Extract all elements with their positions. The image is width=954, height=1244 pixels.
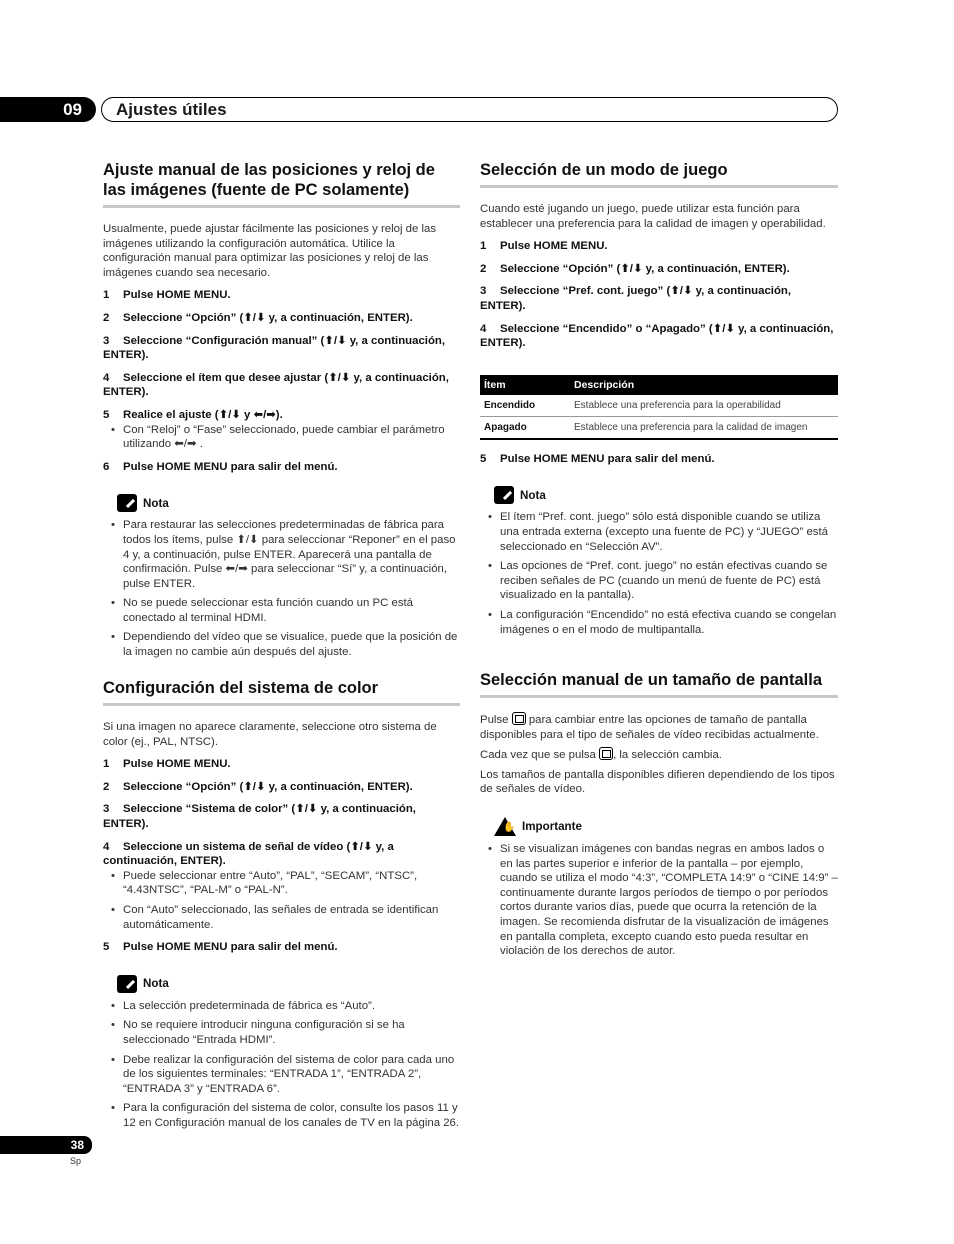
list-item: • Debe realizar la configuración del sistema de color para cada uno de los siguientes terminales: “ENTRADA 1”, “ENTRADA 2”, “ENTRADA 3” y “ENTRADA 6”.	[111, 1053, 455, 1095]
list-item: • La configuración “Encendido” no está efectiva cuando se congelan imágenes o en el modo de multipantalla.	[488, 608, 837, 636]
note-list	[103, 999, 460, 1131]
note-heading: Nota	[117, 494, 460, 512]
step: 4 Seleccione “Encendido” o “Apagado” (⬆/⬇ y, a continuación, ENTER).	[480, 322, 834, 350]
list-item: • Con “Auto” seleccionado, las señales de entrada se identifican automáticamente.	[111, 903, 439, 931]
chapter-title: Ajustes útiles	[101, 97, 838, 122]
intro-text: Si una imagen no aparece claramente, seleccione otro sistema de color (ej., PAL, NTSC).	[103, 721, 437, 748]
table-header-row	[480, 375, 838, 395]
warning-hand-icon: ✋	[494, 817, 516, 836]
bullet-list	[103, 423, 460, 452]
list-item: • La selección predeterminada de fábrica es “Auto”.	[111, 999, 376, 1012]
list-item: • Las opciones de “Pref. cont. juego” no están efectivas cuando se reciben señales de PC (cuando un menú de fuente de PC) está visualizado en la pantalla).	[488, 560, 828, 602]
list-item: • Para la configuración del sistema de color, consulte los pasos 11 y 12 en Configuración manual de los canales de TV en la página 26.	[111, 1102, 460, 1129]
list-item: • Puede seleccionar entre “Auto”, “PAL”, “SECAM”, “NTSC”, “4.43NTSC”, “PAL-M” o “PAL-N”.	[111, 869, 418, 897]
step: 3 Seleccione “Pref. cont. juego” (⬆/⬇ y, a continuación, ENTER).	[480, 285, 792, 312]
pencil-note-icon	[494, 486, 514, 504]
step: 1 Pulse HOME MENU.	[480, 240, 608, 253]
step: 3 Seleccione “Configuración manual” (⬆/⬇ y, a continuación, ENTER).	[103, 334, 446, 362]
table-header: Descripción	[570, 375, 838, 395]
step: 4 Seleccione un sistema de señal de vídeo (⬆/⬇ y, a continuación, ENTER).	[103, 840, 394, 868]
step: 5 Pulse HOME MENU para salir del menú.	[103, 941, 338, 954]
intro-text: Usualmente, puede ajustar fácilmente las posiciones y reloj de las imágenes utilizando la configuración automática. Utilice la configuración manual para optimizar las posiciones y reloj de las imágenes cuando sea necesario.	[103, 223, 437, 279]
section-pc-adjust	[103, 160, 460, 660]
intro-text: Pulse para cambiar entre las opciones de tamaño de pantalla disponibles para el tipo de señales de vídeo recibidas actualmente.	[480, 714, 819, 741]
table-row	[480, 416, 838, 439]
section-title: Selección de un modo de juego	[480, 160, 838, 188]
table-row	[480, 395, 838, 417]
step: 3 Seleccione “Sistema de color” (⬆/⬇ y, a continuación, ENTER).	[103, 803, 416, 830]
table-cell: Apagado	[480, 416, 570, 439]
section-title: Ajuste manual de las posiciones y reloj de las imágenes (fuente de PC solamente)	[103, 160, 460, 208]
step: 1 Pulse HOME MENU.	[103, 758, 231, 771]
step: 5 Pulse HOME MENU para salir del menú.	[480, 452, 715, 465]
screen-size-button-icon	[599, 747, 613, 760]
important-heading: ✋ Importante	[494, 817, 838, 836]
body-text: Cada vez que se pulsa , la selección cambia.	[480, 749, 722, 762]
section-title: Configuración del sistema de color	[103, 678, 460, 706]
list-item: • Para restaurar las selecciones predeterminadas de fábrica para todos los ítems, pulse ⬆/⬇ para seleccionar “Reponer” en el paso 4 y, a continuación, pulse ENTER. Aparecerá una pantalla de confirmación. Pulse ⬅/➡ para seleccionar “Sí” y, a continuación, pulse ENTER.	[111, 519, 456, 590]
table-cell: Encendido	[480, 395, 570, 417]
section-screen-size	[480, 670, 838, 959]
note-list	[103, 518, 460, 659]
important-list	[480, 842, 838, 959]
bullet-list	[103, 869, 460, 932]
step: 2 Seleccione “Opción” (⬆/⬇ y, a continuación, ENTER).	[103, 780, 413, 793]
page-number: 38	[0, 1136, 92, 1154]
section-title: Selección manual de un tamaño de pantalla	[480, 670, 838, 698]
note-heading: Nota	[494, 486, 838, 504]
table-header: Ítem	[480, 375, 570, 395]
table-cell: Establece una preferencia para la calidad de imagen	[570, 416, 838, 439]
pencil-note-icon	[117, 975, 137, 993]
screen-size-button-icon	[512, 712, 526, 725]
list-item: • No se requiere introducir ninguna configuración si se ha seleccionado “Entrada HDMI”.	[111, 1019, 405, 1046]
list-item: • No se puede seleccionar esta función cuando un PC está conectado al terminal HDMI.	[111, 597, 414, 624]
section-game-mode	[480, 160, 838, 637]
table-cell: Establece una preferencia para la operabilidad	[570, 395, 838, 417]
intro-text: Cuando esté jugando un juego, puede utilizar esta función para establecer una preferencia para la calidad de imagen y operabilidad.	[480, 203, 826, 230]
note-list	[480, 510, 838, 637]
chapter-number: 09	[0, 97, 96, 122]
step: 2 Seleccione “Opción” (⬆/⬇ y, a continuación, ENTER).	[103, 311, 413, 324]
step: 2 Seleccione “Opción” (⬆/⬇ y, a continuación, ENTER).	[480, 262, 790, 275]
section-color-system	[103, 678, 460, 1130]
list-item: • Con “Reloj” o “Fase” seleccionado, puede cambiar el parámetro utilizando ⬅/➡ .	[111, 423, 445, 451]
step: 6 Pulse HOME MENU para salir del menú.	[103, 460, 338, 473]
page-language: Sp	[70, 1156, 82, 1166]
step: 5 Realice el ajuste (⬆/⬇ y ⬅/➡).	[103, 408, 283, 421]
body-text: Los tamaños de pantalla disponibles difieren dependiendo de los tipos de señales de vídeo.	[480, 768, 835, 796]
step: 1 Pulse HOME MENU.	[103, 289, 231, 302]
options-table	[480, 375, 838, 440]
note-heading: Nota	[117, 975, 460, 993]
pencil-note-icon	[117, 494, 137, 512]
list-item: • Si se visualizan imágenes con bandas negras en ambos lados o en las partes superior e inferior de la pantalla – por ejemplo, cuando se utiliza el modo “4:3”, “COMPLETA 14:9” o “CINE 14:9” – continuamente durante largos períodos de tiempo o por períodos cortos durante varios días, puede que ocurra la retención de la imagen. Se recomienda disfrutar de la visualización de imágenes en pantalla completa, excepto cuando esto pueda resultar en violación de los derechos de autor.	[488, 842, 838, 958]
list-item: • El ítem “Pref. cont. juego” sólo está disponible cuando se utiliza una entrada externa (excepto una fuente de PC) y “JUEGO” está seleccionado en “Selección AV”.	[488, 511, 828, 553]
step: 4 Seleccione el ítem que desee ajustar (⬆/⬇ y, a continuación, ENTER).	[103, 371, 449, 399]
list-item: • Dependiendo del vídeo que se visualice, puede que la posición de la imagen no cambie aún después del ajuste.	[111, 631, 458, 659]
